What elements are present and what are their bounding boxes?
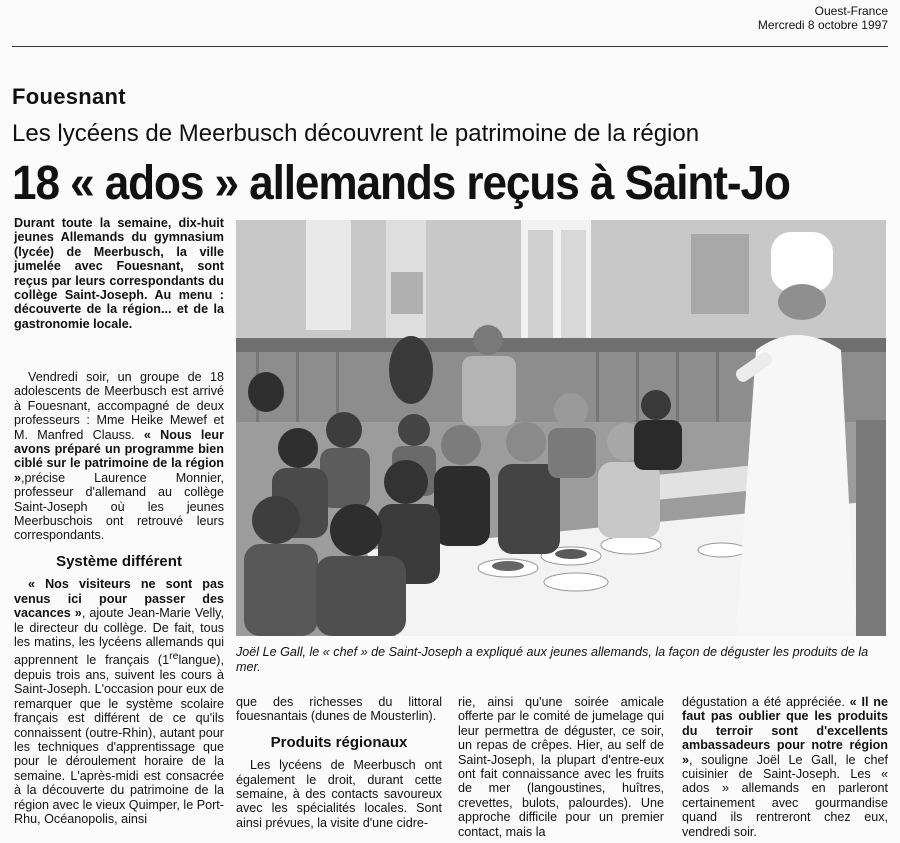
section-heading: Produits régionaux	[270, 733, 408, 751]
issue-date: Mercredi 8 octobre 1997	[757, 18, 888, 32]
text: dégustation a été appréciée.	[682, 695, 850, 709]
article-column-4	[682, 695, 888, 839]
kicker: Fouesnant	[12, 84, 126, 109]
paragraph: que des richesses du littoral fouesnantais (dunes de Mousterlin).	[236, 695, 442, 724]
text: ,précise Laurence Monnier, professeur d'allemand au collège Saint-Joseph où les jeunes Meerbuschois ont retrouvé leurs correspondants.	[14, 470, 224, 543]
paragraph	[682, 695, 888, 839]
quote: « Il ne faut pas oublier que les produits du terroir sont d'excellents ambassadeurs pour notre région »	[682, 695, 888, 767]
text: , ajoute Jean-Marie Velly, le directeur du collège. De fait, tous les matins, les lycéens allemands qui apprennent le français (1	[14, 606, 225, 668]
article-photo	[236, 220, 886, 636]
masthead	[758, 4, 888, 32]
paper-name: Ouest-France	[814, 4, 888, 18]
superscript: re	[169, 650, 179, 663]
paragraph	[14, 370, 224, 543]
article-column-2	[236, 695, 442, 830]
photo-caption: Joël Le Gall, le « chef » de Saint-Joseph a expliqué aux jeunes allemands, la façon de déguster les produits de la mer.	[236, 645, 869, 674]
text: langue), depuis trois ans, suivent les cours à Saint-Joseph. L'occasion pour eux de remarquer que le système scolaire français est différent de ce qu'ils connaissent (outre-Rhin), autant pour les techniques d'apprentissage que pour le déroulement horaire de la semaine. L'après-midi est consacrée à la découverte du patrimoine de la région avec le vieux Quimper, le Port-Rhu, Océanopolis, ainsi	[14, 653, 224, 826]
quote: « Nos visiteurs ne sont pas venus ici pour passer des vacances »	[14, 577, 224, 621]
subheadline: Les lycéens de Meerbusch découvrent le patrimoine de la région	[12, 120, 700, 147]
lead-paragraph: Durant toute la semaine, dix-huit jeunes Allemands du gymnasium (lycée) de Meerbusch, la ville jumelée avec Fouesnant, sont reçus par leurs correspondants du collège Saint-Joseph. Au menu : découverte de la région... et de la gastronomie locale.	[14, 216, 224, 331]
article-column-1	[14, 370, 224, 826]
headline: 18 « ados » allemands reçus à Saint-Jo	[12, 157, 790, 210]
header-rule	[12, 46, 888, 47]
paragraph	[14, 577, 224, 826]
paragraph: Les lycéens de Meerbusch ont également le droit, durant cette semaine, à des contacts savoureux avec les spécialités locales. Sont ainsi prévues, la visite d'une cidre-	[236, 758, 442, 830]
section-heading: Système différent	[56, 552, 182, 570]
quote: « Nous leur avons préparé un programme bien ciblé sur le patrimoine de la région »	[14, 427, 224, 485]
paragraph: rie, ainsi qu'une soirée amicale offerte par le comité de jumelage qui leur permettra de déguster, ce soir, un repas de crêpes. Hier, au self de Saint-Joseph, la plupart d'entre-eux ont fait connaissance avec les fruits de mer (langoustines, huîtres, crevettes, bulots, palourdes). Une approche difficile pour un premier contact, mais la	[458, 695, 664, 839]
text: , souligne Joël Le Gall, le chef cuisinier de Saint-Joseph. Les « ados » allemands en parleront certainement avec gourmandise quand ils rentreront chez eux, vendredi soir.	[682, 752, 888, 839]
text: Vendredi soir, un groupe de 18 adolescents de Meerbusch est arrivé à Fouesnant, accompagné de deux professeurs : Mme Heike Mewef et M. Manfred Clauss.	[14, 370, 224, 442]
photo-illustration	[236, 220, 886, 636]
article-column-3	[458, 695, 664, 839]
